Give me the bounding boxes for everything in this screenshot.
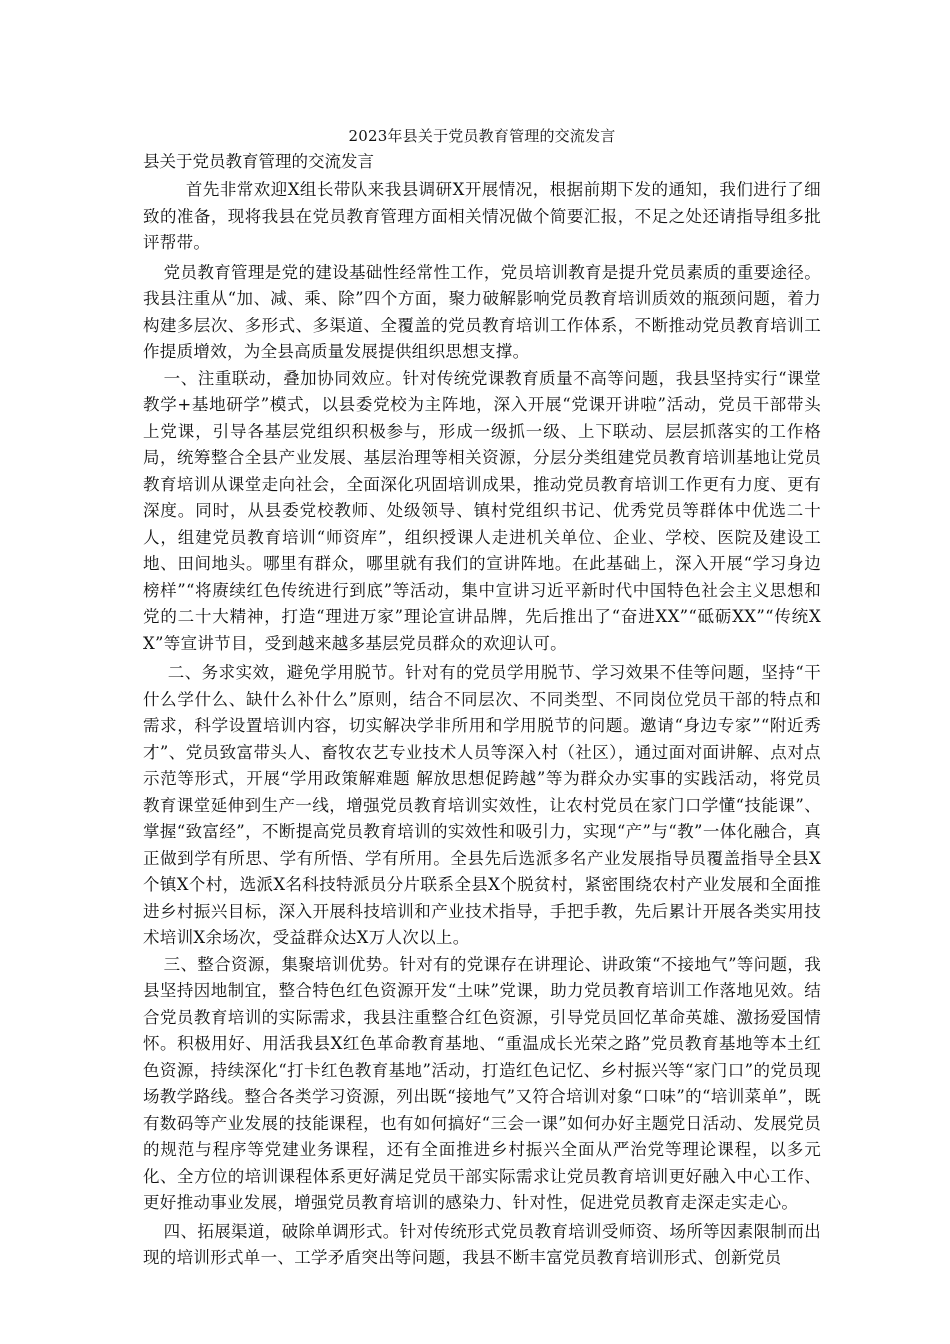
paragraph-overview: 党员教育管理是党的建设基础性经常性工作，党员培训教育是提升党员素质的重要途径。我县注重从“加、减、乘、除”四个方面，聚力破解影响党员教育培训质效的瓶颈问题，着力构建多层次、多形式、多渠道、全覆盖的党员教育培训工作体系，不断推动党员教育培训工作提质增效，为全县高质量发展提供组织思想支撑。 — [143, 262, 821, 361]
paragraph-section-1: 一、注重联动，叠加协同效应。针对传统党课教育质量不高等问题，我县坚持实行“课堂教学+基地研学”模式，以县委党校为主阵地，深入开展“党课开讲啦”活动，党员干部带头上党课，引导各基层党组织积极参与，形成一级抓一级、上下联动、层层抓落实的工作格局，统筹整合全县产业发展、基层治理等相关资源，分层分类组建党员教育培训基地让党员教育培训从课堂走向社会，全面深化巩固培训成果，推动党员教育培训工作更有力度、更有深度。同时，从县委党校教师、处级领导、镇村党组织书记、优秀党员等群体中优选二十人，组建党员教育培训“师资库”，组织授课人走进机关单位、企业、学校、医院及建设工地、田间地头。哪里有群众，哪里就有我们的宣讲阵地。在此基础上，深入开展“学习身边榜样”“将赓续红色传统进行到底”等活动，集中宣讲习近平新时代中国特色社会主义思想和党的二十大精神，打造“理进万家”理论宣讲品牌，先后推出了“奋进XX”“砥砺XX”“传统XX”等宣讲节目，受到越来越多基层党员群众的欢迎认可。 — [143, 368, 821, 653]
paragraph-section-3: 三、整合资源，集聚培训优势。针对有的党课存在讲理论、讲政策“不接地气”等问题，我县坚持因地制宜，整合特色红色资源开发“土味”党课，助力党员教育培训工作落地见效。结合党员教育培训的实际需求，我县注重整合红色资源，引导党员回忆革命英雄、激扬爱国情怀。积极用好、用活我县X红色革命教育基地、“重温成长光荣之路”党员教育基地等本土红色资源，持续深化“打卡红色教育基地”活动，打造红色记忆、乡村振兴等“家门口”的党员现场教学路线。整合各类学习资源，列出既“接地气”又符合培训对象“口味”的“培训菜单”，既有数码等产业发展的技能课程，也有如何搞好“三会一课”如何办好主题党日活动、发展党员的规范与程序等党建业务课程，还有全面推进乡村振兴全面从严治党等理论课程，以多元化、全方位的培训课程体系更好满足党员干部实际需求让党员教育培训更好融入中心工作、更好推动事业发展，增强党员教育培训的感染力、针对性，促进党员教育走深走实走心。 — [143, 954, 821, 1212]
document-page — [143, 127, 821, 1272]
document-title: 2023年县关于党员教育管理的交流发言 — [348, 127, 616, 145]
paragraph-intro: 首先非常欢迎X组长带队来我县调研X开展情况，根据前期下发的通知，我们进行了细致的准备，现将我县在党员教育管理方面相关情况做个简要汇报，不足之处还请指导组多批评帮带。 — [143, 180, 821, 252]
paragraph-section-4: 四、拓展渠道，破除单调形式。针对传统形式党员教育培训受师资、场所等因素限制而出现的培训形式单一、工学矛盾突出等问题，我县不断丰富党员教育培训形式、创新党员 — [143, 1221, 821, 1267]
document-subtitle: 县关于党员教育管理的交流发言 — [143, 152, 374, 171]
paragraph-section-2: 二、务求实效，避免学用脱节。针对有的党员学用脱节、学习效果不佳等问题，坚持“干什么学什么、缺什么补什么”原则，结合不同层次、不同类型、不同岗位党员干部的特点和需求，科学设置培训内容，切实解决学非所用和学用脱节的问题。邀请“身边专家”“附近秀才”、党员致富带头人、畜牧农艺专业技术人员等深入村（社区），通过面对面讲解、点对点示范等形式，开展“学用政策解难题 解放思想促跨越”等为群众办实事的实践活动，将党员教育课堂延伸到生产一线，增强党员教育培训实效性，让农村党员在家门口学懂“技能课”、掌握“致富经”，不断提高党员教育培训的实效性和吸引力，实现“产”与“教”一体化融合，真正做到学有所思、学有所悟、学有所用。全县先后选派多名产业发展指导员覆盖指导全县X个镇X个村，选派X名科技特派员分片联系全县X个脱贫村，紧密围绕农村产业发展和全面推进乡村振兴目标，深入开展科技培训和产业技术指导，手把手教，先后累计开展各类实用技术培训X余场次，受益群众达X万人次以上。 — [143, 663, 821, 947]
